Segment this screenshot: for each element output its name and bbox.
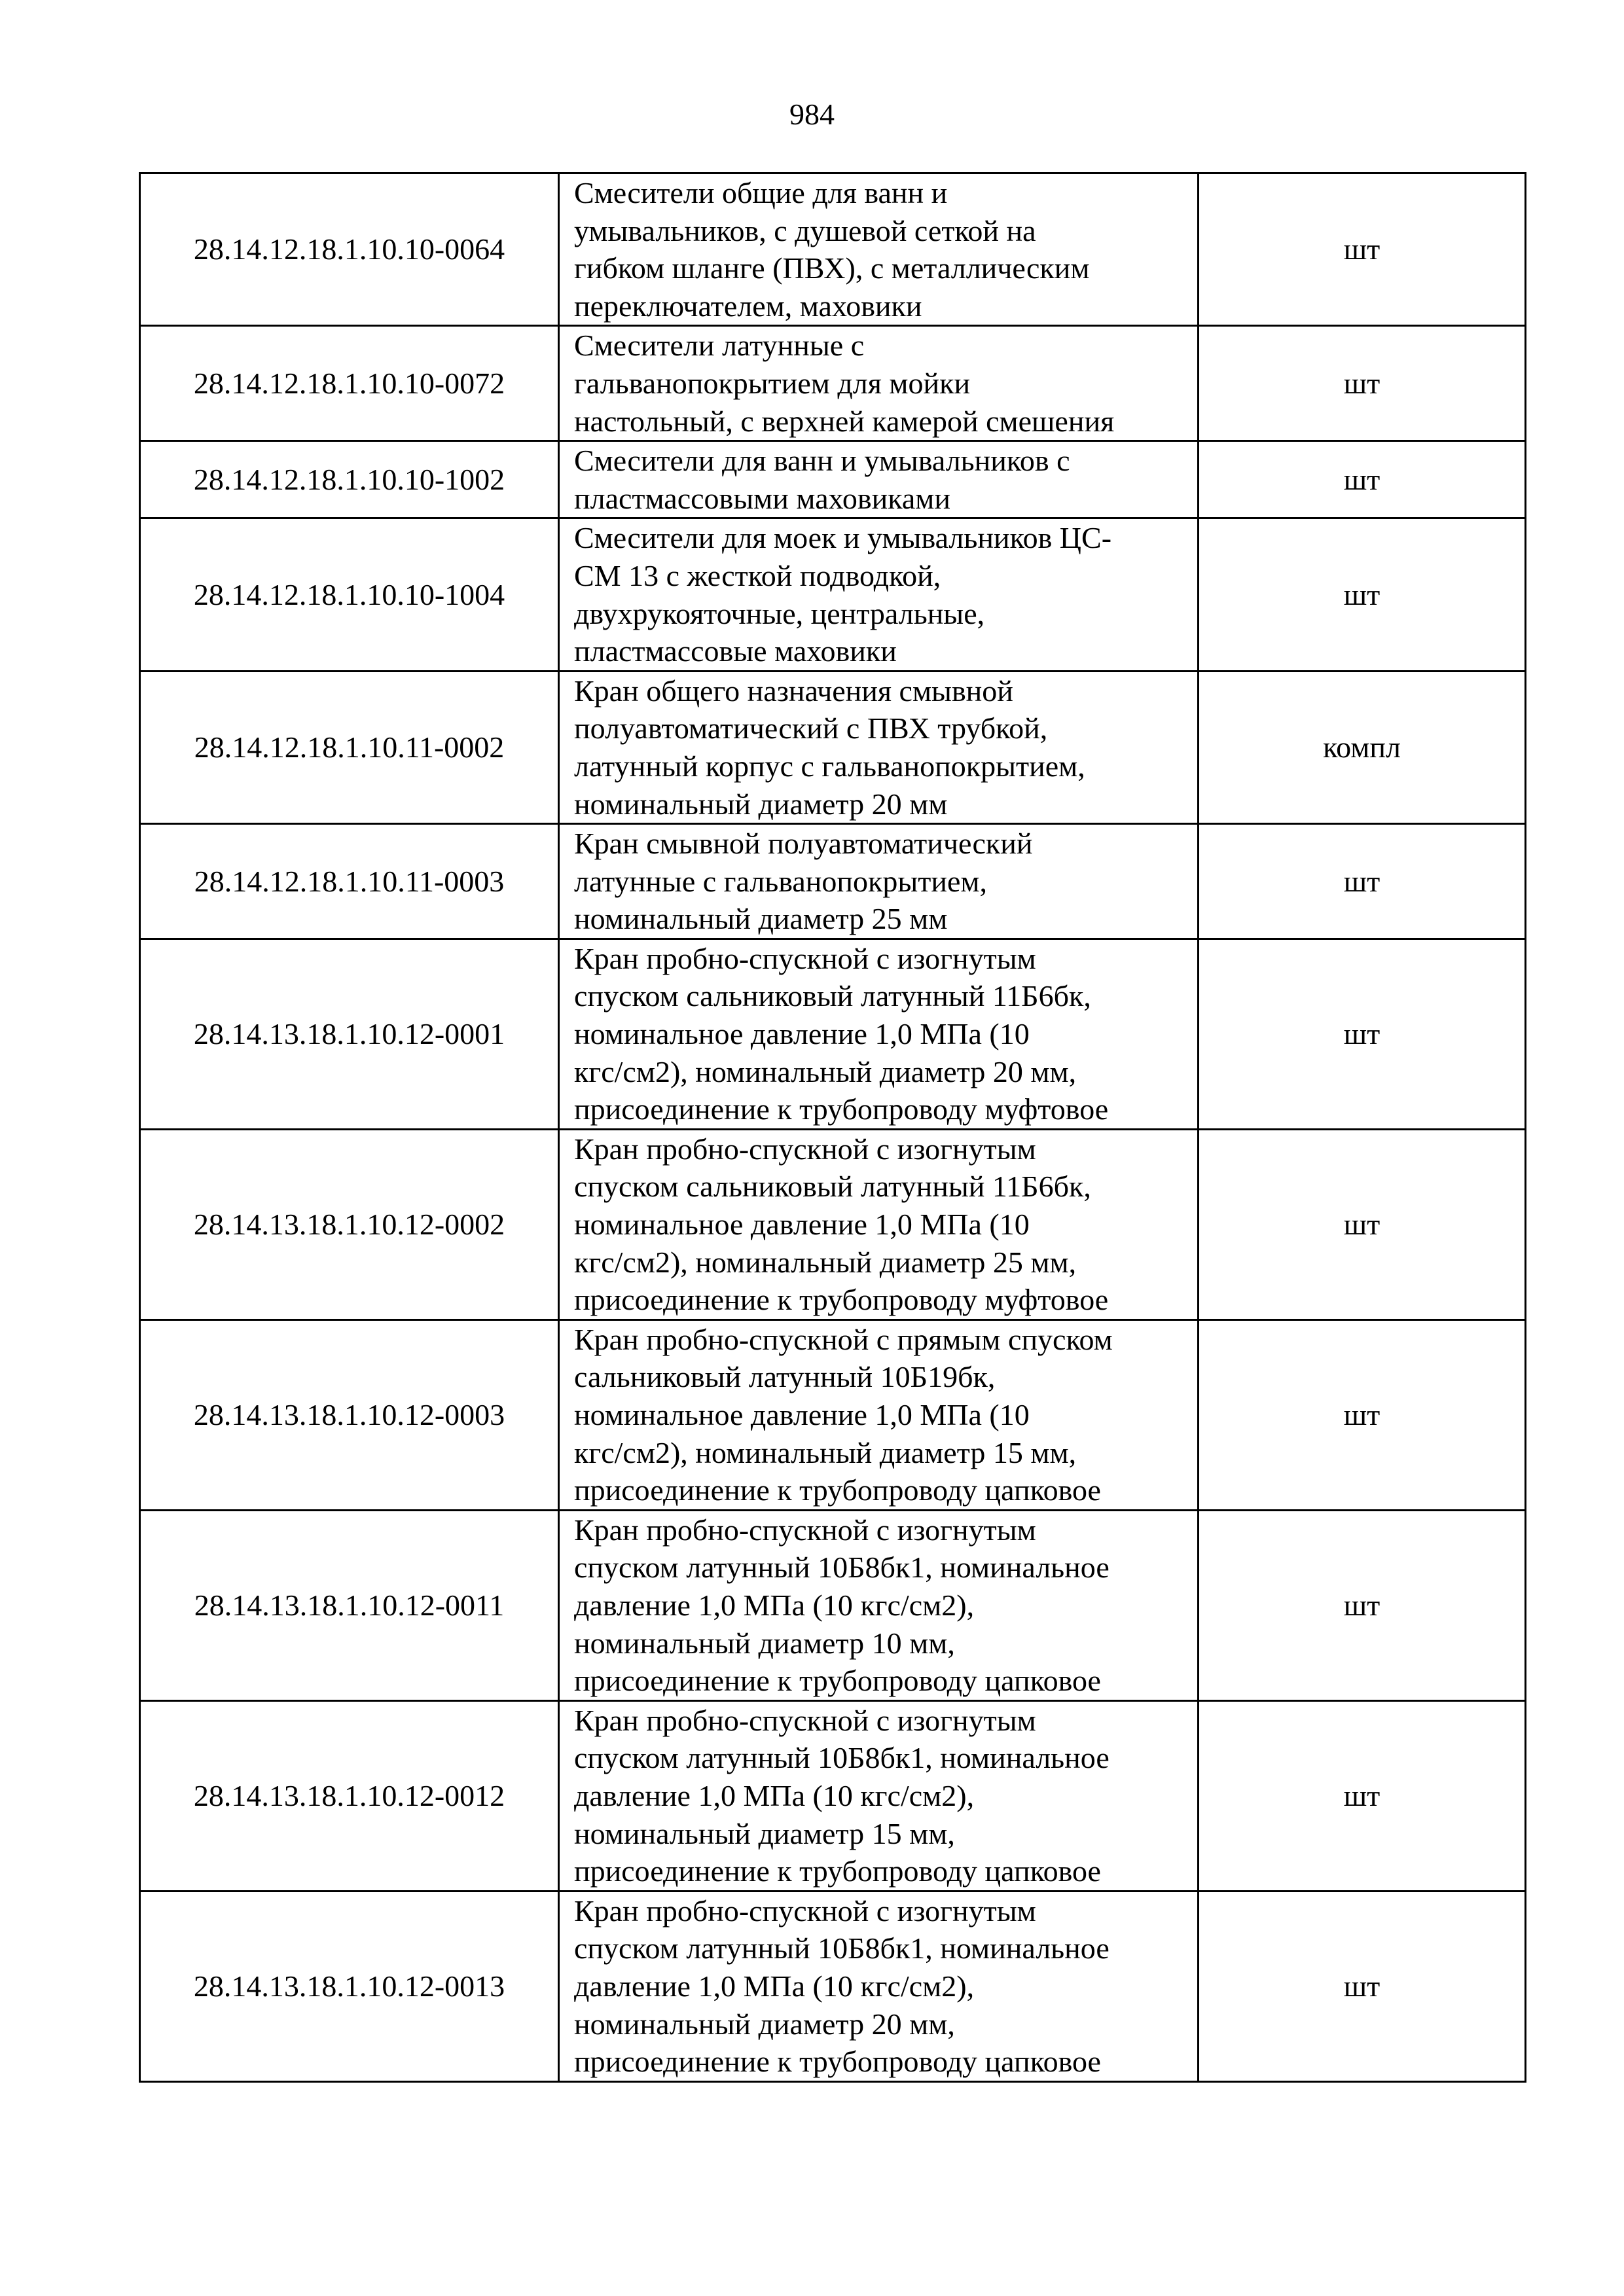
unit-of-measure: шт bbox=[1199, 518, 1526, 671]
unit-of-measure: шт bbox=[1199, 1891, 1526, 2081]
table-row bbox=[140, 518, 1526, 671]
unit-of-measure: шт bbox=[1199, 1510, 1526, 1700]
unit-of-measure: шт bbox=[1199, 1700, 1526, 1891]
resource-description: Кран пробно-спускной с изогнутым спуском сальниковый латунный 11Б6бк, номинальное давление 1,0 МПа (10 кгс/см2), номинальный диаметр 20 мм, присоединение к трубопроводу муфтовое bbox=[559, 939, 1199, 1129]
resource-code: 28.14.12.18.1.10.11-0003 bbox=[140, 824, 559, 939]
table-row bbox=[140, 441, 1526, 518]
resource-description: Смесители латунные с гальванопокрытием для мойки настольный, с верхней камерой смешения bbox=[559, 326, 1199, 441]
table-row bbox=[140, 1891, 1526, 2081]
resource-description: Кран пробно-спускной с изогнутым спуском латунный 10Б8бк1, номинальное давление 1,0 МПа (10 кгс/см2), номинальный диаметр 10 мм, присоединение к трубопроводу цапковое bbox=[559, 1510, 1199, 1700]
resource-description: Кран смывной полуавтоматический латунные с гальванопокрытием, номинальный диаметр 25 мм bbox=[559, 824, 1199, 939]
table-row bbox=[140, 1510, 1526, 1700]
unit-of-measure: шт bbox=[1199, 441, 1526, 518]
materials-table bbox=[139, 172, 1526, 2083]
resource-code: 28.14.12.18.1.10.10-1002 bbox=[140, 441, 559, 518]
unit-of-measure: шт bbox=[1199, 1319, 1526, 1510]
resource-code: 28.14.13.18.1.10.12-0003 bbox=[140, 1319, 559, 1510]
table-row bbox=[140, 173, 1526, 326]
resource-description: Смесители для моек и умывальников ЦС- СМ 13 с жесткой подводкой, двухрукояточные, центральные, пластмассовые маховики bbox=[559, 518, 1199, 671]
resource-description: Кран пробно-спускной с изогнутым спуском латунный 10Б8бк1, номинальное давление 1,0 МПа (10 кгс/см2), номинальный диаметр 20 мм, присоединение к трубопроводу цапковое bbox=[559, 1891, 1199, 2081]
table-row bbox=[140, 824, 1526, 939]
unit-of-measure: шт bbox=[1199, 1129, 1526, 1319]
resource-code: 28.14.13.18.1.10.12-0013 bbox=[140, 1891, 559, 2081]
table-row bbox=[140, 326, 1526, 441]
table-row bbox=[140, 1129, 1526, 1319]
table-row bbox=[140, 1700, 1526, 1891]
table-row bbox=[140, 671, 1526, 823]
resource-description: Смесители общие для ванн и умывальников, с душевой сеткой на гибком шланге (ПВХ), с металлическим переключателем, маховики bbox=[559, 173, 1199, 326]
resource-code: 28.14.12.18.1.10.10-0064 bbox=[140, 173, 559, 326]
resource-code: 28.14.12.18.1.10.10-0072 bbox=[140, 326, 559, 441]
resource-code: 28.14.13.18.1.10.12-0012 bbox=[140, 1700, 559, 1891]
resource-code: 28.14.12.18.1.10.11-0002 bbox=[140, 671, 559, 823]
unit-of-measure: компл bbox=[1199, 671, 1526, 823]
resource-description: Смесители для ванн и умывальников с пластмассовыми маховиками bbox=[559, 441, 1199, 518]
resource-code: 28.14.12.18.1.10.10-1004 bbox=[140, 518, 559, 671]
resource-code: 28.14.13.18.1.10.12-0001 bbox=[140, 939, 559, 1129]
unit-of-measure: шт bbox=[1199, 939, 1526, 1129]
unit-of-measure: шт bbox=[1199, 326, 1526, 441]
resource-description: Кран общего назначения смывной полуавтоматический с ПВХ трубкой, латунный корпус с гальванопокрытием, номинальный диаметр 20 мм bbox=[559, 671, 1199, 823]
resource-description: Кран пробно-спускной с изогнутым спуском латунный 10Б8бк1, номинальное давление 1,0 МПа (10 кгс/см2), номинальный диаметр 15 мм, присоединение к трубопроводу цапковое bbox=[559, 1700, 1199, 1891]
table-row bbox=[140, 1319, 1526, 1510]
page-number: 984 bbox=[789, 98, 835, 131]
resource-code: 28.14.13.18.1.10.12-0011 bbox=[140, 1510, 559, 1700]
unit-of-measure: шт bbox=[1199, 824, 1526, 939]
resource-description: Кран пробно-спускной с прямым спуском сальниковый латунный 10Б19бк, номинальное давление 1,0 МПа (10 кгс/см2), номинальный диаметр 15 мм, присоединение к трубопроводу цапковое bbox=[559, 1319, 1199, 1510]
table-row bbox=[140, 939, 1526, 1129]
unit-of-measure: шт bbox=[1199, 173, 1526, 326]
resource-code: 28.14.13.18.1.10.12-0002 bbox=[140, 1129, 559, 1319]
resource-description: Кран пробно-спускной с изогнутым спуском сальниковый латунный 11Б6бк, номинальное давление 1,0 МПа (10 кгс/см2), номинальный диаметр 25 мм, присоединение к трубопроводу муфтовое bbox=[559, 1129, 1199, 1319]
